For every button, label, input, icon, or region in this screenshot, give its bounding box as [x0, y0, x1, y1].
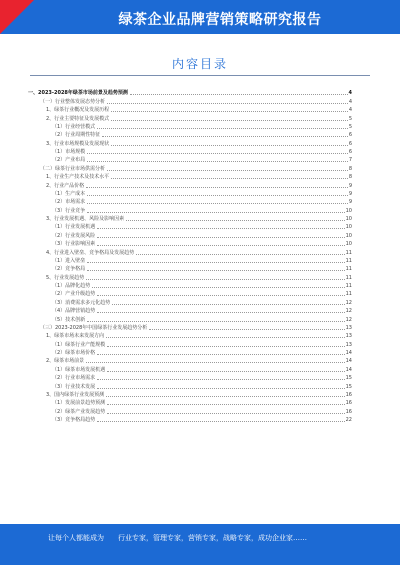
toc-dot-leader [87, 153, 348, 154]
toc-entry-text: （二）绿茶行业市场供需分析 [40, 165, 106, 172]
toc-entry-text: （1）行业经营模式 [52, 123, 96, 130]
toc-entry[interactable] [28, 155, 352, 163]
toc-dot-leader [97, 421, 344, 422]
toc-dot-leader [87, 161, 348, 162]
toc-entry[interactable] [28, 222, 352, 230]
header-corner-accent [0, 0, 34, 34]
toc-dot-leader [86, 362, 344, 363]
toc-dot-leader [149, 329, 344, 330]
toc-dot-leader [87, 321, 344, 322]
toc-page-number: 6 [348, 132, 352, 139]
toc-page-number: 11 [345, 283, 352, 289]
toc-dot-leader [130, 94, 348, 95]
toc-entry[interactable] [28, 289, 352, 297]
toc-page-number: 6 [348, 140, 352, 147]
toc-entry[interactable] [28, 356, 352, 364]
toc-entry-text: （1）绿茶行业产能规模 [52, 341, 106, 348]
toc-entry-text: 2、绿茶市场前景 [46, 358, 85, 365]
toc-entry-text: 一、2023-2028年绿茶市场前景及趋势预测 [28, 90, 128, 97]
toc-dot-leader [126, 220, 344, 221]
toc-entry[interactable] [28, 256, 352, 264]
toc-entry[interactable] [28, 214, 352, 222]
toc-entry-text: （3）消费需求多元化趋势 [52, 299, 111, 306]
toc-entry[interactable] [28, 398, 352, 406]
toc-entry-text: 1、绿茶行业概况及发展历程 [46, 107, 110, 114]
toc-page-number: 14 [345, 350, 352, 356]
toc-entry[interactable] [28, 415, 352, 423]
toc-entry[interactable] [28, 390, 352, 398]
toc-entry-text: （2）行业周期性特征 [52, 132, 101, 139]
toc-page-number: 8 [348, 174, 352, 181]
toc-entry[interactable] [28, 331, 352, 339]
toc-entry-text: （三）2023-2028年中国绿茶行业发展趋势分析 [40, 324, 148, 331]
toc-page-number: 10 [345, 216, 352, 222]
toc-dot-leader [87, 195, 348, 196]
toc-page-number: 4 [348, 107, 352, 114]
toc-dot-leader [107, 346, 344, 347]
toc-page-number: 16 [345, 400, 352, 407]
toc-entry-text: （4）品牌营销趋势 [52, 308, 96, 315]
toc-entry[interactable] [28, 105, 352, 113]
toc-entry[interactable] [28, 230, 352, 238]
toc-page-number: 13 [345, 333, 352, 340]
toc-dot-leader [106, 396, 344, 397]
toc-page-number: 11 [345, 249, 352, 256]
toc-page-number: 12 [345, 308, 352, 315]
toc-entry-text: （2）行业市场需求 [52, 375, 96, 382]
toc-entry-text: （2）产业布局 [52, 157, 86, 164]
toc-entry-text: （3）行业竞争 [52, 207, 86, 214]
toc-dot-leader [111, 120, 348, 121]
toc-entry-text: （1）进入壁垒 [52, 257, 86, 264]
toc-entry-text: 3、行业市场规模及发展现状 [46, 140, 110, 147]
toc-page-number: 5 [348, 123, 352, 130]
toc-entry-text: （3）行业影响因素 [52, 241, 96, 248]
toc-entry-text: （1）生产成本 [52, 190, 86, 197]
toc-page-number: 10 [345, 232, 352, 239]
toc-page-number: 5 [348, 115, 352, 122]
toc-dot-leader [97, 312, 344, 313]
toc-entry[interactable] [28, 381, 352, 389]
toc-dot-leader [97, 388, 344, 389]
toc-entry-text: 4、行业进入壁垒、竞争格局及发展趋势 [46, 249, 135, 256]
toc-entry-text: 1、绿茶市场未来发展方向 [46, 333, 105, 340]
toc-entry[interactable] [28, 163, 352, 171]
toc-entry[interactable] [28, 172, 352, 180]
toc-entry-text: （2）竞争格局 [52, 266, 86, 273]
toc-page-number: 10 [345, 207, 352, 214]
toc-page-number: 4 [348, 90, 352, 97]
footer-roles: 行业专家，管理专家，营销专家，战略专家，成功企业家…… [118, 534, 307, 542]
toc-entry[interactable] [28, 281, 352, 289]
toc-dot-leader [86, 279, 344, 280]
toc-dot-leader [97, 245, 344, 246]
toc-entry-text: （1）行业发展机遇 [52, 224, 96, 231]
table-of-contents [28, 88, 352, 423]
toc-entry-text: （3）行业技术发展 [52, 383, 96, 390]
toc-entry[interactable] [28, 406, 352, 414]
toc-page-number: 14 [345, 366, 352, 373]
toc-dot-leader [87, 212, 344, 213]
toc-dot-leader [107, 371, 344, 372]
toc-entry-text: （5）技术创新 [52, 316, 86, 323]
toc-page-number: 11 [345, 274, 352, 281]
toc-dot-leader [87, 262, 344, 263]
toc-entry[interactable] [28, 272, 352, 280]
toc-entry[interactable] [28, 339, 352, 347]
toc-divider [30, 75, 370, 76]
toc-dot-leader [97, 128, 348, 129]
toc-dot-leader [97, 295, 344, 296]
toc-page-number: 12 [345, 299, 352, 306]
toc-dot-leader [107, 413, 344, 414]
toc-entry-text: （2）绿茶产业发展趋势 [52, 408, 106, 415]
toc-page-number: 14 [345, 358, 352, 365]
toc-entry[interactable] [28, 306, 352, 314]
toc-entry-text: 3、行业发展机遇、风险及影响因素 [46, 216, 125, 222]
toc-entry[interactable] [28, 130, 352, 138]
toc-dot-leader [112, 304, 344, 305]
toc-page-number: 11 [345, 266, 352, 273]
toc-entry-text: （1）品牌化趋势 [52, 283, 91, 289]
toc-entry-text: （1）发展前景趋势预测 [52, 400, 106, 407]
toc-dot-leader [107, 170, 348, 171]
toc-entry-text: （2）行业发展风险 [52, 232, 96, 239]
toc-entry[interactable] [28, 364, 352, 372]
toc-entry-text: 2、行业产品价格 [46, 182, 85, 189]
toc-dot-leader [92, 287, 344, 288]
toc-entry-text: （一）行业整体发展态势分析 [40, 98, 106, 105]
toc-dot-leader [97, 379, 344, 380]
toc-entry-text: （1）市场规模 [52, 149, 86, 155]
toc-entry[interactable] [28, 189, 352, 197]
toc-entry[interactable] [28, 147, 352, 155]
toc-page-number: 16 [345, 408, 352, 415]
toc-heading: 内容目录 [171, 57, 228, 71]
toc-entry-text: 5、行业发展趋势 [46, 274, 85, 281]
toc-page-number: 15 [345, 383, 352, 390]
toc-page-number: 7 [348, 157, 352, 164]
toc-entry[interactable] [28, 197, 352, 205]
toc-page-number: 9 [348, 190, 352, 197]
toc-entry[interactable] [28, 373, 352, 381]
toc-page-number: 11 [345, 291, 352, 298]
toc-dot-leader [102, 136, 348, 137]
toc-entry[interactable] [28, 348, 352, 356]
toc-page-number: 15 [345, 375, 352, 382]
report-header [0, 0, 400, 34]
toc-page-number: 11 [345, 257, 352, 264]
toc-page-number: 13 [345, 324, 352, 331]
toc-entry[interactable] [28, 239, 352, 247]
toc-page-number: 9 [348, 182, 352, 189]
toc-entry-text: （2）产业升级趋势 [52, 291, 96, 298]
toc-entry[interactable] [28, 297, 352, 305]
toc-page-number: 16 [345, 391, 352, 398]
toc-dot-leader [111, 111, 348, 112]
toc-dot-leader [87, 270, 344, 271]
toc-entry-text: 3、国内绿茶行业发展预测 [46, 391, 105, 398]
toc-page-number: 6 [348, 149, 352, 155]
toc-page-number: 10 [345, 224, 352, 231]
toc-page-number: 22 [345, 417, 352, 423]
toc-entry-text: 2、行业主要特征及发展模式 [46, 115, 110, 122]
toc-page-number: 9 [348, 199, 352, 206]
toc-entry[interactable] [28, 180, 352, 188]
toc-page-number: 4 [348, 98, 352, 105]
toc-dot-leader [97, 228, 344, 229]
report-footer [0, 524, 400, 565]
toc-page-number: 13 [345, 341, 352, 348]
toc-entry[interactable] [28, 96, 352, 104]
toc-entry[interactable] [28, 205, 352, 213]
toc-entry[interactable] [28, 323, 352, 331]
toc-dot-leader [97, 354, 344, 355]
toc-dot-leader [107, 404, 344, 405]
toc-entry-text: （2）市场需求 [52, 199, 86, 206]
toc-dot-leader [106, 337, 344, 338]
toc-entry-text: （2）绿茶市场价格 [52, 350, 96, 356]
toc-dot-leader [97, 237, 344, 238]
toc-dot-leader [136, 254, 344, 255]
toc-dot-leader [86, 187, 348, 188]
toc-entry[interactable] [28, 122, 352, 130]
toc-dot-leader [111, 178, 348, 179]
toc-page-number: 8 [348, 165, 352, 172]
toc-entry[interactable] [28, 247, 352, 255]
toc-entry-text: （1）绿茶市场发展机遇 [52, 366, 106, 373]
toc-entry-text: （3）竞争格局趋势 [52, 417, 96, 423]
toc-dot-leader [111, 145, 348, 146]
toc-entry[interactable] [28, 264, 352, 272]
report-title: 绿茶企业品牌营销策略研究报告 [118, 12, 322, 28]
toc-page-number: 12 [345, 316, 352, 323]
toc-dot-leader [107, 103, 348, 104]
toc-entry[interactable] [28, 113, 352, 121]
toc-page-number: 10 [345, 241, 352, 248]
footer-slogan: 让每个人都能成为 [48, 534, 104, 542]
toc-entry[interactable] [28, 314, 352, 322]
toc-entry[interactable] [28, 88, 352, 96]
toc-dot-leader [87, 203, 348, 204]
toc-entry[interactable] [28, 138, 352, 146]
toc-entry-text: 1、行业生产技术及技术水平 [46, 174, 110, 181]
